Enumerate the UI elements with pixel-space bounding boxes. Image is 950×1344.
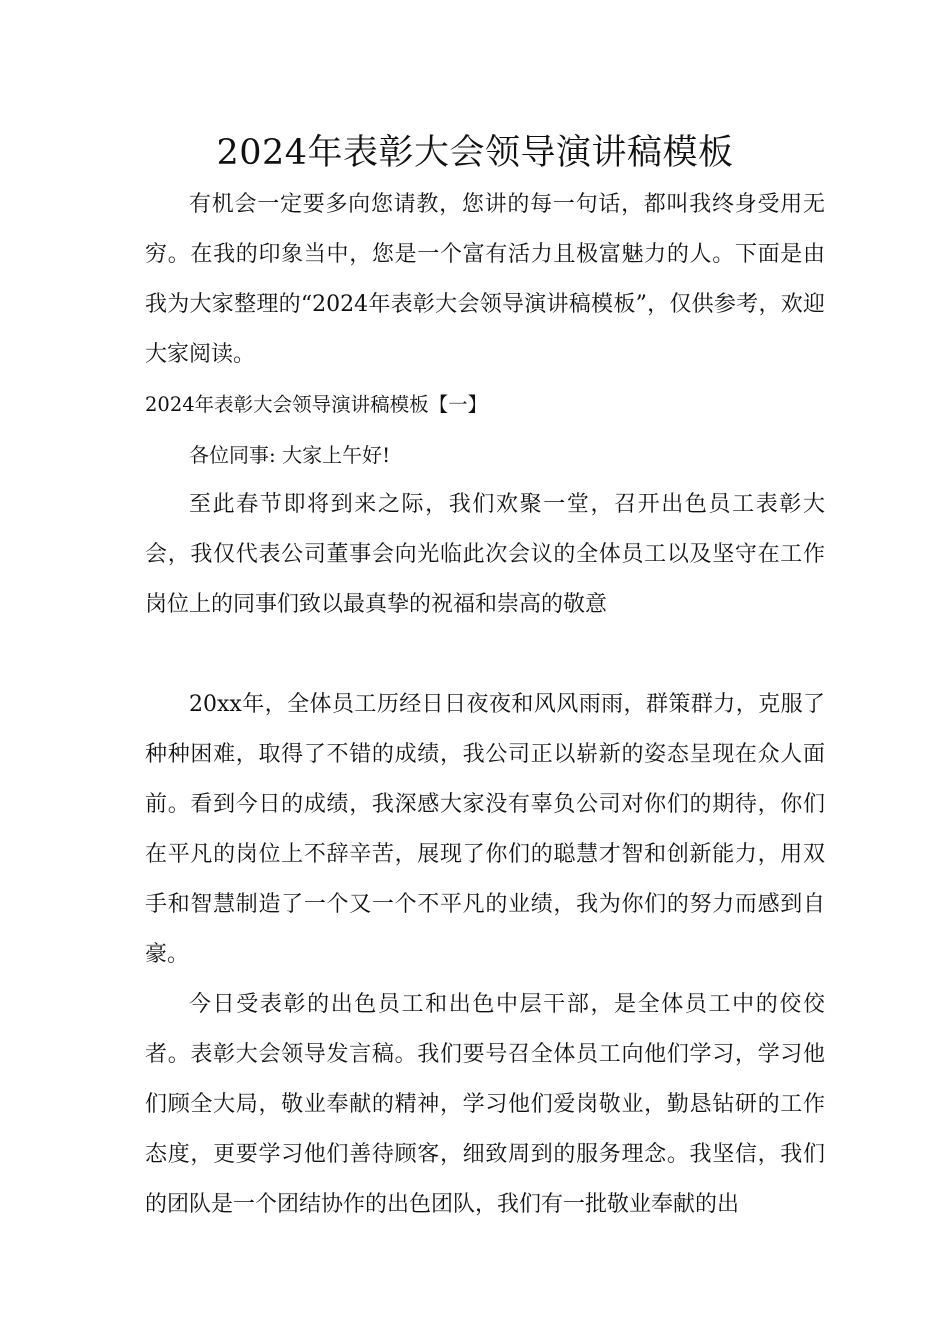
- document-body: [145, 180, 825, 1230]
- body-paragraph-2: 20xx年，全体员工历经日日夜夜和风风雨雨，群策群力，克服了种种困难，取得了不错的成绩，我公司正以崭新的姿态呈现在众人面前。看到今日的成绩，我深感大家没有辜负公司对你们的期待，你们在平凡的岗位上不辞辛苦，展现了你们的聪慧才智和创新能力，用双手和智慧制造了一个又一个不平凡的业绩，我为你们的努力而感到自豪。: [145, 692, 825, 967]
- body-paragraph-3: 今日受表彰的出色员工和出色中层干部，是全体员工中的佼佼者。表彰大会领导发言稿。我们要号召全体员工向他们学习，学习他们顾全大局，敬业奉献的精神，学习他们爱岗敬业，勤恳钻研的工作态度，更要学习他们善待顾客，细致周到的服务理念。我坚信，我们的团队是一个团结协作的出色团队，我们有一批敬业奉献的出: [145, 992, 825, 1217]
- document-title: 2024年表彰大会领导演讲稿模板: [216, 133, 734, 173]
- body-paragraph-1: 至此春节即将到来之际，我们欢聚一堂，召开出色员工表彰大会，我仅代表公司董事会向光临此次会议的全体员工以及坚守在工作岗位上的同事们致以最真挚的祝福和崇高的敬意: [145, 492, 825, 617]
- paragraph-gap: [145, 630, 825, 680]
- section-heading: 2024年表彰大会领导演讲稿模板【一】: [145, 393, 488, 416]
- greeting-line: 各位同事: 大家上午好!: [189, 443, 391, 467]
- intro-paragraph: 有机会一定要多向您请教，您讲的每一句话，都叫我终身受用无穷。在我的印象当中，您是一个富有活力且极富魅力的人。下面是由我为大家整理的“2024年表彰大会领导演讲稿模板”，仅供参考，欢迎大家阅读。: [145, 192, 825, 367]
